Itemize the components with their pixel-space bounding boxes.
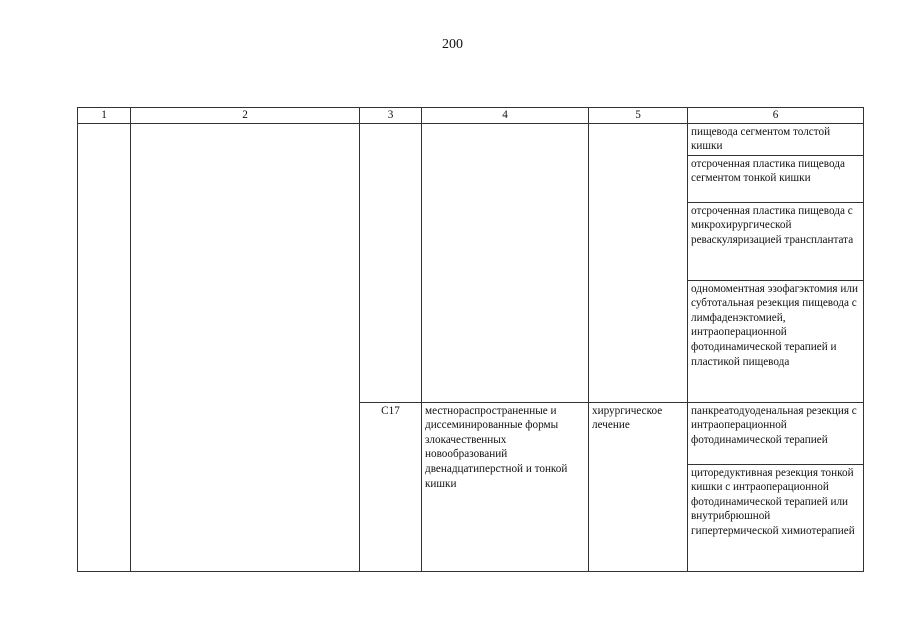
table-row (78, 123, 864, 155)
method-cell: циторедуктивная резекция тонкой кишки с интраоперационной фотодинамической терапией или внутрибрюшной гипертермической химиотерапией (688, 464, 864, 571)
column-header-4: 4 (422, 108, 589, 124)
medical-services-table (77, 107, 864, 572)
table-header-row (78, 108, 864, 124)
treatment-type-cell: хирургическое лечение (589, 402, 688, 571)
column-header-1: 1 (78, 108, 131, 124)
method-cell: одномоментная эзофагэктомия или субтотальная резекция пищевода с лимфаденэктомией, интраоперационной фотодинамической терапией и пластикой пищевода (688, 280, 864, 402)
diagnosis-description-cell: местнораспространенные и диссеминированные формы злокачественных новообразований двенадцатиперстной и тонкой кишки (422, 402, 589, 571)
column-header-3: 3 (360, 108, 422, 124)
column-3-cell (360, 123, 422, 402)
method-cell: панкреатодуоденальная резекция с интраоперационной фотодинамической терапией (688, 402, 864, 464)
diagnosis-code-cell: C17 (360, 402, 422, 571)
page-number: 200 (442, 37, 463, 52)
column-header-2: 2 (131, 108, 360, 124)
column-1-cell (78, 123, 131, 571)
column-5-cell (589, 123, 688, 402)
column-2-cell (131, 123, 360, 571)
method-cell: отсроченная пластика пищевода с микрохирургической реваскуляризацией трансплантата (688, 202, 864, 280)
method-cell: отсроченная пластика пищевода сегментом тонкой кишки (688, 155, 864, 202)
method-cell: пищевода сегментом толстой кишки (688, 123, 864, 155)
column-header-5: 5 (589, 108, 688, 124)
column-4-cell (422, 123, 589, 402)
column-header-6: 6 (688, 108, 864, 124)
